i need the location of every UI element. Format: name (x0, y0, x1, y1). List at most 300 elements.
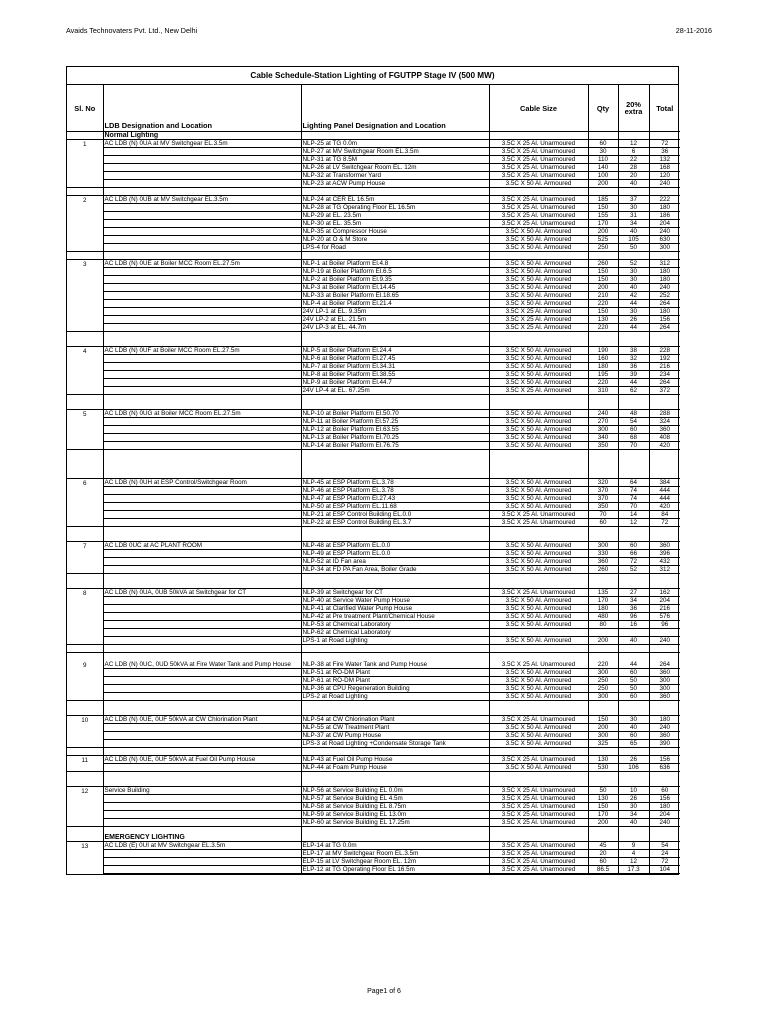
sl-no-cell: 9 (67, 653, 103, 669)
qty-cell: 45 (588, 842, 618, 850)
panel-cell: NLP-27 at MV Switchgear Room EL.3.5m (301, 148, 489, 156)
sl-no-cell (67, 434, 103, 442)
total-cell: 264 (649, 324, 680, 332)
cable-size-cell: 3.5C X 25 Al. Armoured (489, 387, 588, 395)
ldb-cell (103, 387, 301, 395)
extra-cell: 62 (618, 387, 649, 395)
sl-no-cell (67, 371, 103, 379)
ldb-cell (103, 292, 301, 300)
panel-cell: NLP-61 at RO-DM Plant (301, 677, 489, 685)
table-row (67, 811, 680, 819)
cable-size-cell: 3.5C X 50 Al. Armoured (489, 236, 588, 244)
sl-no-cell (67, 495, 103, 503)
sl-no-cell: 1 (67, 140, 103, 148)
extra-cell: 34 (618, 597, 649, 605)
table-row (67, 787, 680, 795)
table-row (67, 426, 680, 434)
qty-cell: 300 (588, 426, 618, 434)
ldb-cell: AC LDB (N) 0UB at MV Switchgear EL.3.5m (103, 196, 301, 204)
extra-cell: 72 (618, 558, 649, 566)
panel-cell: NLP-48 at ESP Platform EL.0.0 (301, 542, 489, 550)
total-cell: 186 (649, 212, 680, 220)
table-row (67, 292, 680, 300)
cable-size-cell: 3.5C X 50 Al. Armoured (489, 228, 588, 236)
sl-no-cell (67, 519, 103, 527)
total-cell: 180 (649, 268, 680, 276)
qty-cell: 325 (588, 740, 618, 748)
cable-size-cell: 3.5C X 25 Al. Unarmoured (489, 140, 588, 148)
sl-no-cell (67, 693, 103, 701)
sl-no-cell (67, 180, 103, 188)
panel-cell: NLP-38 at Fire Water Tank and Pump House (301, 653, 489, 669)
ldb-cell (103, 597, 301, 605)
extra-cell: 64 (618, 479, 649, 487)
sl-no-cell: 12 (67, 787, 103, 795)
panel-cell: NLP-40 at Service Water Pump House (301, 597, 489, 605)
ldb-cell (103, 740, 301, 748)
cable-size-cell: 3.5C X 50 Al. Armoured (489, 434, 588, 442)
extra-cell: 14 (618, 511, 649, 519)
table-row (67, 842, 680, 850)
ldb-cell (103, 268, 301, 276)
ldb-cell (103, 693, 301, 701)
panel-cell: LPS-4 for Road (301, 244, 489, 252)
ldb-cell: AC LDB (N) 0UA at MV Switchgear EL.3.5m (103, 140, 301, 148)
cable-size-cell: 3.5C X 25 Al. Unarmoured (489, 850, 588, 858)
ldb-cell: AC LDB (N) 0UC, 0UD 50kVA at Fire Water Tank and Pump House (103, 653, 301, 669)
qty-cell: 480 (588, 613, 618, 621)
qty-cell: 130 (588, 756, 618, 764)
total-cell: 104 (649, 866, 680, 874)
ldb-cell (103, 212, 301, 220)
qty-cell: 60 (588, 519, 618, 527)
ldb-cell (103, 685, 301, 693)
panel-cell: NLP-9 at Boiler Platform El.44.7 (301, 379, 489, 387)
ldb-cell (103, 308, 301, 316)
qty-cell: 270 (588, 418, 618, 426)
extra-cell: 48 (618, 410, 649, 418)
panel-cell: NLP-22 at ESP Control Building EL.3.7 (301, 519, 489, 527)
cable-size-cell: 3.5C X 50 Al. Armoured (489, 487, 588, 495)
panel-cell: NLP-19 at Boiler Platform El.6.5 (301, 268, 489, 276)
sl-no-cell (67, 379, 103, 387)
spacer-row (67, 748, 680, 756)
sl-no-cell (67, 172, 103, 180)
cable-size-cell: 3.5C X 50 Al. Armoured (489, 300, 588, 308)
table-row (67, 300, 680, 308)
spacer-row (67, 464, 680, 471)
extra-cell: 40 (618, 724, 649, 732)
cable-size-cell: 3.5C X 50 Al. Armoured (489, 495, 588, 503)
extra-cell: 50 (618, 677, 649, 685)
sl-no-cell: 11 (67, 756, 103, 764)
ldb-cell (103, 566, 301, 574)
total-cell: 360 (649, 669, 680, 677)
qty-cell: 150 (588, 204, 618, 212)
total-cell (649, 629, 680, 637)
ldb-cell (103, 795, 301, 803)
ldb-cell (103, 605, 301, 613)
total-cell: 300 (649, 685, 680, 693)
table-row (67, 268, 680, 276)
qty-cell: 150 (588, 308, 618, 316)
total-cell: 120 (649, 172, 680, 180)
company-name: Avaids Technovaters Pvt. Ltd., New Delhi (66, 26, 198, 35)
ldb-cell: AC LDB (N) 0UF at Boiler MCC Room EL.27.5m (103, 347, 301, 355)
spacer-row (67, 779, 680, 787)
total-cell: 132 (649, 156, 680, 164)
cable-size-cell: 3.5C X 50 Al. Armoured (489, 276, 588, 284)
qty-cell: 130 (588, 316, 618, 324)
total-cell: 240 (649, 284, 680, 292)
sl-no-cell (67, 621, 103, 629)
qty-cell: 135 (588, 589, 618, 597)
qty-cell: 160 (588, 355, 618, 363)
cable-schedule-table (67, 85, 680, 874)
extra-cell: 17.3 (618, 866, 649, 874)
qty-cell: 30 (588, 148, 618, 156)
table-row (67, 677, 680, 685)
sl-no-cell (67, 605, 103, 613)
qty-cell: 220 (588, 653, 618, 669)
ldb-cell (103, 300, 301, 308)
table-row (67, 260, 680, 268)
ldb-cell (103, 172, 301, 180)
total-cell: 240 (649, 637, 680, 645)
sl-no-cell (67, 324, 103, 332)
panel-cell: NLP-1 at Boiler Platform El.4.8 (301, 260, 489, 268)
total-cell: 444 (649, 495, 680, 503)
panel-cell: 24V LP-2 at EL. 21.5m (301, 316, 489, 324)
total-cell: 180 (649, 204, 680, 212)
extra-cell: 44 (618, 379, 649, 387)
table-row (67, 511, 680, 519)
ldb-cell (103, 819, 301, 827)
column-header-row (67, 85, 680, 132)
qty-cell: 220 (588, 379, 618, 387)
sl-no-cell (67, 236, 103, 244)
ldb-cell (103, 519, 301, 527)
qty-cell: 530 (588, 764, 618, 772)
qty-cell: 200 (588, 228, 618, 236)
panel-cell: 24V LP-4 at EL. 67.25m (301, 387, 489, 395)
sl-no-cell (67, 866, 103, 874)
cable-size-cell: 3.5C X 50 Al. Armoured (489, 410, 588, 418)
total-cell: 180 (649, 803, 680, 811)
spacer-row (67, 471, 680, 479)
qty-cell: 155 (588, 212, 618, 220)
cable-size-cell: 3.5C X 25 Al. Unarmoured (489, 519, 588, 527)
panel-cell: NLP-31 at TG 8.5M (301, 156, 489, 164)
panel-cell: NLP-10 at Boiler Platform El.50.70 (301, 410, 489, 418)
panel-cell: 24V LP-1 at EL. 9.35m (301, 308, 489, 316)
total-cell: 630 (649, 236, 680, 244)
sl-no-cell (67, 164, 103, 172)
ldb-cell (103, 324, 301, 332)
qty-cell: 200 (588, 284, 618, 292)
table-row (67, 308, 680, 316)
sl-no-cell (67, 487, 103, 495)
ldb-cell (103, 637, 301, 645)
qty-cell: 170 (588, 597, 618, 605)
ldb-cell (103, 511, 301, 519)
qty-cell: 200 (588, 180, 618, 188)
cable-size-cell: 3.5C X 25 Al. Unarmoured (489, 842, 588, 850)
ldb-cell: AC LDB (N) 0UE, 0UF 50kVA at CW Chlorination Plant (103, 716, 301, 724)
table-row (67, 589, 680, 597)
sl-no-cell (67, 566, 103, 574)
table-row (67, 236, 680, 244)
sl-no-cell (67, 418, 103, 426)
extra-cell: 30 (618, 268, 649, 276)
ldb-cell: AC LDB (E) 0UI at MV Switchgear EL.3.5m (103, 842, 301, 850)
table-row (67, 866, 680, 874)
panel-cell: NLP-53 at Chemical Laboratory (301, 621, 489, 629)
qty-cell: 300 (588, 669, 618, 677)
qty-cell: 60 (588, 140, 618, 148)
panel-cell: NLP-62 at Chemical Laboratory (301, 629, 489, 637)
sl-no-cell: 5 (67, 410, 103, 418)
total-cell: 240 (649, 228, 680, 236)
cable-size-cell: 3.5C X 25 Al. Unarmoured (489, 148, 588, 156)
sl-no-cell (67, 819, 103, 827)
table-row (67, 418, 680, 426)
qty-cell: 200 (588, 819, 618, 827)
sl-no-cell (67, 685, 103, 693)
ldb-cell (103, 316, 301, 324)
cable-size-cell: 3.5C X 25 Al. Unarmoured (489, 716, 588, 724)
cable-size-cell: 3.5C X 50 Al. Armoured (489, 479, 588, 487)
table-row (67, 164, 680, 172)
panel-cell: NLP-29 at EL. 23.5m (301, 212, 489, 220)
cable-size-cell: 3.5C X 25 Al. Unarmoured (489, 589, 588, 597)
table-row (67, 732, 680, 740)
ldb-cell (103, 669, 301, 677)
sl-no-cell (67, 220, 103, 228)
panel-cell: NLP-4 at Boiler Platform El.21.4 (301, 300, 489, 308)
sl-no-cell (67, 677, 103, 685)
sheet-title: Cable Schedule-Station Lighting of FGUTPP Stage IV (500 MW) (67, 67, 678, 85)
section-row (67, 834, 680, 842)
qty-cell: 60 (588, 858, 618, 866)
qty-cell: 250 (588, 677, 618, 685)
sl-no-cell (67, 212, 103, 220)
qty-cell: 180 (588, 605, 618, 613)
table-row (67, 196, 680, 204)
cable-size-cell: 3.5C X 50 Al. Armoured (489, 355, 588, 363)
cable-size-cell: 3.5C X 50 Al. Armoured (489, 284, 588, 292)
total-cell: 300 (649, 244, 680, 252)
extra-cell: 65 (618, 740, 649, 748)
panel-cell: NLP-36 at CPU Regeneration Building (301, 685, 489, 693)
table-row (67, 363, 680, 371)
extra-cell: 9 (618, 842, 649, 850)
panel-cell: NLP-26 at LV Switchgear Room EL. 12m (301, 164, 489, 172)
total-cell: 204 (649, 220, 680, 228)
extra-cell: 42 (618, 292, 649, 300)
panel-cell: NLP-44 at Foam Pump House (301, 764, 489, 772)
table-row (67, 724, 680, 732)
ldb-cell (103, 850, 301, 858)
cable-size-cell: 3.5C X 25 Al. Armoured (489, 308, 588, 316)
cable-size-cell: 3.5C X 50 Al. Armoured (489, 613, 588, 621)
qty-cell: 525 (588, 236, 618, 244)
panel-cell: NLP-11 at Boiler Platform El.57.25 (301, 418, 489, 426)
total-cell: 372 (649, 387, 680, 395)
qty-cell: 130 (588, 795, 618, 803)
section-sl-cell (67, 834, 103, 842)
cable-size-cell: 3.5C X 25 Al. Unarmoured (489, 866, 588, 874)
table-row (67, 410, 680, 418)
ldb-cell (103, 434, 301, 442)
extra-cell: 30 (618, 716, 649, 724)
qty-cell: 340 (588, 434, 618, 442)
ldb-cell: AC LDB (N) 0UE at Boiler MCC Room EL.27.5m (103, 260, 301, 268)
total-cell: 288 (649, 410, 680, 418)
extra-cell: 30 (618, 803, 649, 811)
qty-cell: 190 (588, 347, 618, 355)
spacer-row (67, 402, 680, 410)
panel-cell: NLP-59 at Service Building EL 13.0m (301, 811, 489, 819)
qty-cell: 220 (588, 324, 618, 332)
extra-cell: 26 (618, 756, 649, 764)
table-row (67, 550, 680, 558)
ldb-cell (103, 732, 301, 740)
table-row (67, 228, 680, 236)
table-row (67, 637, 680, 645)
extra-cell: 36 (618, 363, 649, 371)
spacer-row (67, 457, 680, 464)
panel-cell: NLP-14 at Boiler Platform El.76.75 (301, 442, 489, 450)
ldb-cell (103, 495, 301, 503)
table-row (67, 756, 680, 764)
sl-no-cell (67, 363, 103, 371)
table-row (67, 212, 680, 220)
table-row (67, 347, 680, 355)
qty-cell: 150 (588, 803, 618, 811)
table-row (67, 140, 680, 148)
qty-cell: 300 (588, 542, 618, 550)
extra-cell: 54 (618, 418, 649, 426)
extra-cell: 20 (618, 172, 649, 180)
ldb-cell (103, 858, 301, 866)
extra-cell: 70 (618, 503, 649, 511)
cable-size-cell: 3.5C X 25 Al. Armoured (489, 316, 588, 324)
extra-cell: 60 (618, 669, 649, 677)
total-cell: 264 (649, 300, 680, 308)
qty-cell: 310 (588, 387, 618, 395)
ldb-cell (103, 284, 301, 292)
qty-cell: 170 (588, 811, 618, 819)
cable-size-cell: 3.5C X 50 Al. Armoured (489, 363, 588, 371)
sl-no-cell (67, 613, 103, 621)
panel-cell: NLP-45 at ESP Platform EL.3.78 (301, 479, 489, 487)
section-label: Normal Lighting (103, 132, 301, 140)
total-cell: 420 (649, 442, 680, 450)
cable-size-cell: 3.5C X 25 Al. Unarmoured (489, 811, 588, 819)
panel-cell: NLP-23 at ACW Pump House (301, 180, 489, 188)
total-cell: 264 (649, 379, 680, 387)
sl-no-cell (67, 228, 103, 236)
panel-cell: 24V LP-3 at EL. 44.7m (301, 324, 489, 332)
panel-cell: NLP-49 at ESP Platform EL.0.0 (301, 550, 489, 558)
extra-cell: 27 (618, 589, 649, 597)
total-cell: 216 (649, 363, 680, 371)
qty-cell: 220 (588, 300, 618, 308)
extra-cell: 40 (618, 819, 649, 827)
total-cell: 234 (649, 371, 680, 379)
ldb-cell: Service Building (103, 787, 301, 795)
cable-size-cell: 3.5C X 50 Al. Armoured (489, 268, 588, 276)
panel-cell: NLP-60 at Service Building EL 17.25m (301, 819, 489, 827)
table-row (67, 669, 680, 677)
spacer-row (67, 527, 680, 535)
extra-cell: 40 (618, 637, 649, 645)
cable-size-cell: 3.5C X 50 Al. Armoured (489, 621, 588, 629)
panel-cell: NLP-21 at ESP Control Building EL.0.0 (301, 511, 489, 519)
qty-cell: 370 (588, 487, 618, 495)
panel-cell: NLP-7 at Boiler Platform El.34.31 (301, 363, 489, 371)
table-row (67, 355, 680, 363)
total-cell: 204 (649, 597, 680, 605)
sl-no-cell (67, 803, 103, 811)
table-row (67, 693, 680, 701)
sl-no-cell (67, 637, 103, 645)
sl-no-cell: 7 (67, 542, 103, 550)
table-row (67, 379, 680, 387)
total-cell: 228 (649, 347, 680, 355)
section-row (67, 132, 680, 140)
extra-cell: 105 (618, 236, 649, 244)
total-cell: 444 (649, 487, 680, 495)
ldb-cell (103, 363, 301, 371)
ldb-cell (103, 244, 301, 252)
cable-size-cell: 3.5C X 50 Al. Armoured (489, 292, 588, 300)
ldb-cell: AC LDB (N) 0UE, 0UF 50kVA at Fuel Oil Pump House (103, 756, 301, 764)
qty-cell: 210 (588, 292, 618, 300)
table-row (67, 740, 680, 748)
cable-size-cell: 3.5C X 25 Al. Unarmoured (489, 204, 588, 212)
cable-size-cell: 3.5C X 25 Al. Unarmoured (489, 196, 588, 204)
sl-no-cell (67, 442, 103, 450)
qty-cell: 350 (588, 503, 618, 511)
total-cell: 432 (649, 558, 680, 566)
cable-size-cell: 3.5C X 50 Al. Armoured (489, 180, 588, 188)
extra-cell: 106 (618, 764, 649, 772)
extra-cell: 32 (618, 355, 649, 363)
panel-cell: NLP-35 at Compressor House (301, 228, 489, 236)
table-row (67, 487, 680, 495)
qty-cell: 360 (588, 558, 618, 566)
panel-cell: NLP-47 at ESP Platform El.27.43 (301, 495, 489, 503)
extra-cell: 4 (618, 850, 649, 858)
extra-cell: 60 (618, 426, 649, 434)
panel-cell: NLP-34 at FD PA Fan Area, Boiler Grade (301, 566, 489, 574)
table-row (67, 542, 680, 550)
qty-cell: 185 (588, 196, 618, 204)
panel-cell: NLP-57 at Service Building EL 4.5m (301, 795, 489, 803)
cable-size-cell: 3.5C X 50 Al. Armoured (489, 740, 588, 748)
extra-cell: 31 (618, 212, 649, 220)
total-cell: 72 (649, 519, 680, 527)
cable-size-cell: 3.5C X 50 Al. Armoured (489, 371, 588, 379)
qty-cell: 80 (588, 621, 618, 629)
sl-no-cell (67, 550, 103, 558)
panel-cell: NLP-8 at Boiler Platform El.38.55 (301, 371, 489, 379)
qty-cell (588, 629, 618, 637)
table-row (67, 220, 680, 228)
extra-cell: 44 (618, 324, 649, 332)
